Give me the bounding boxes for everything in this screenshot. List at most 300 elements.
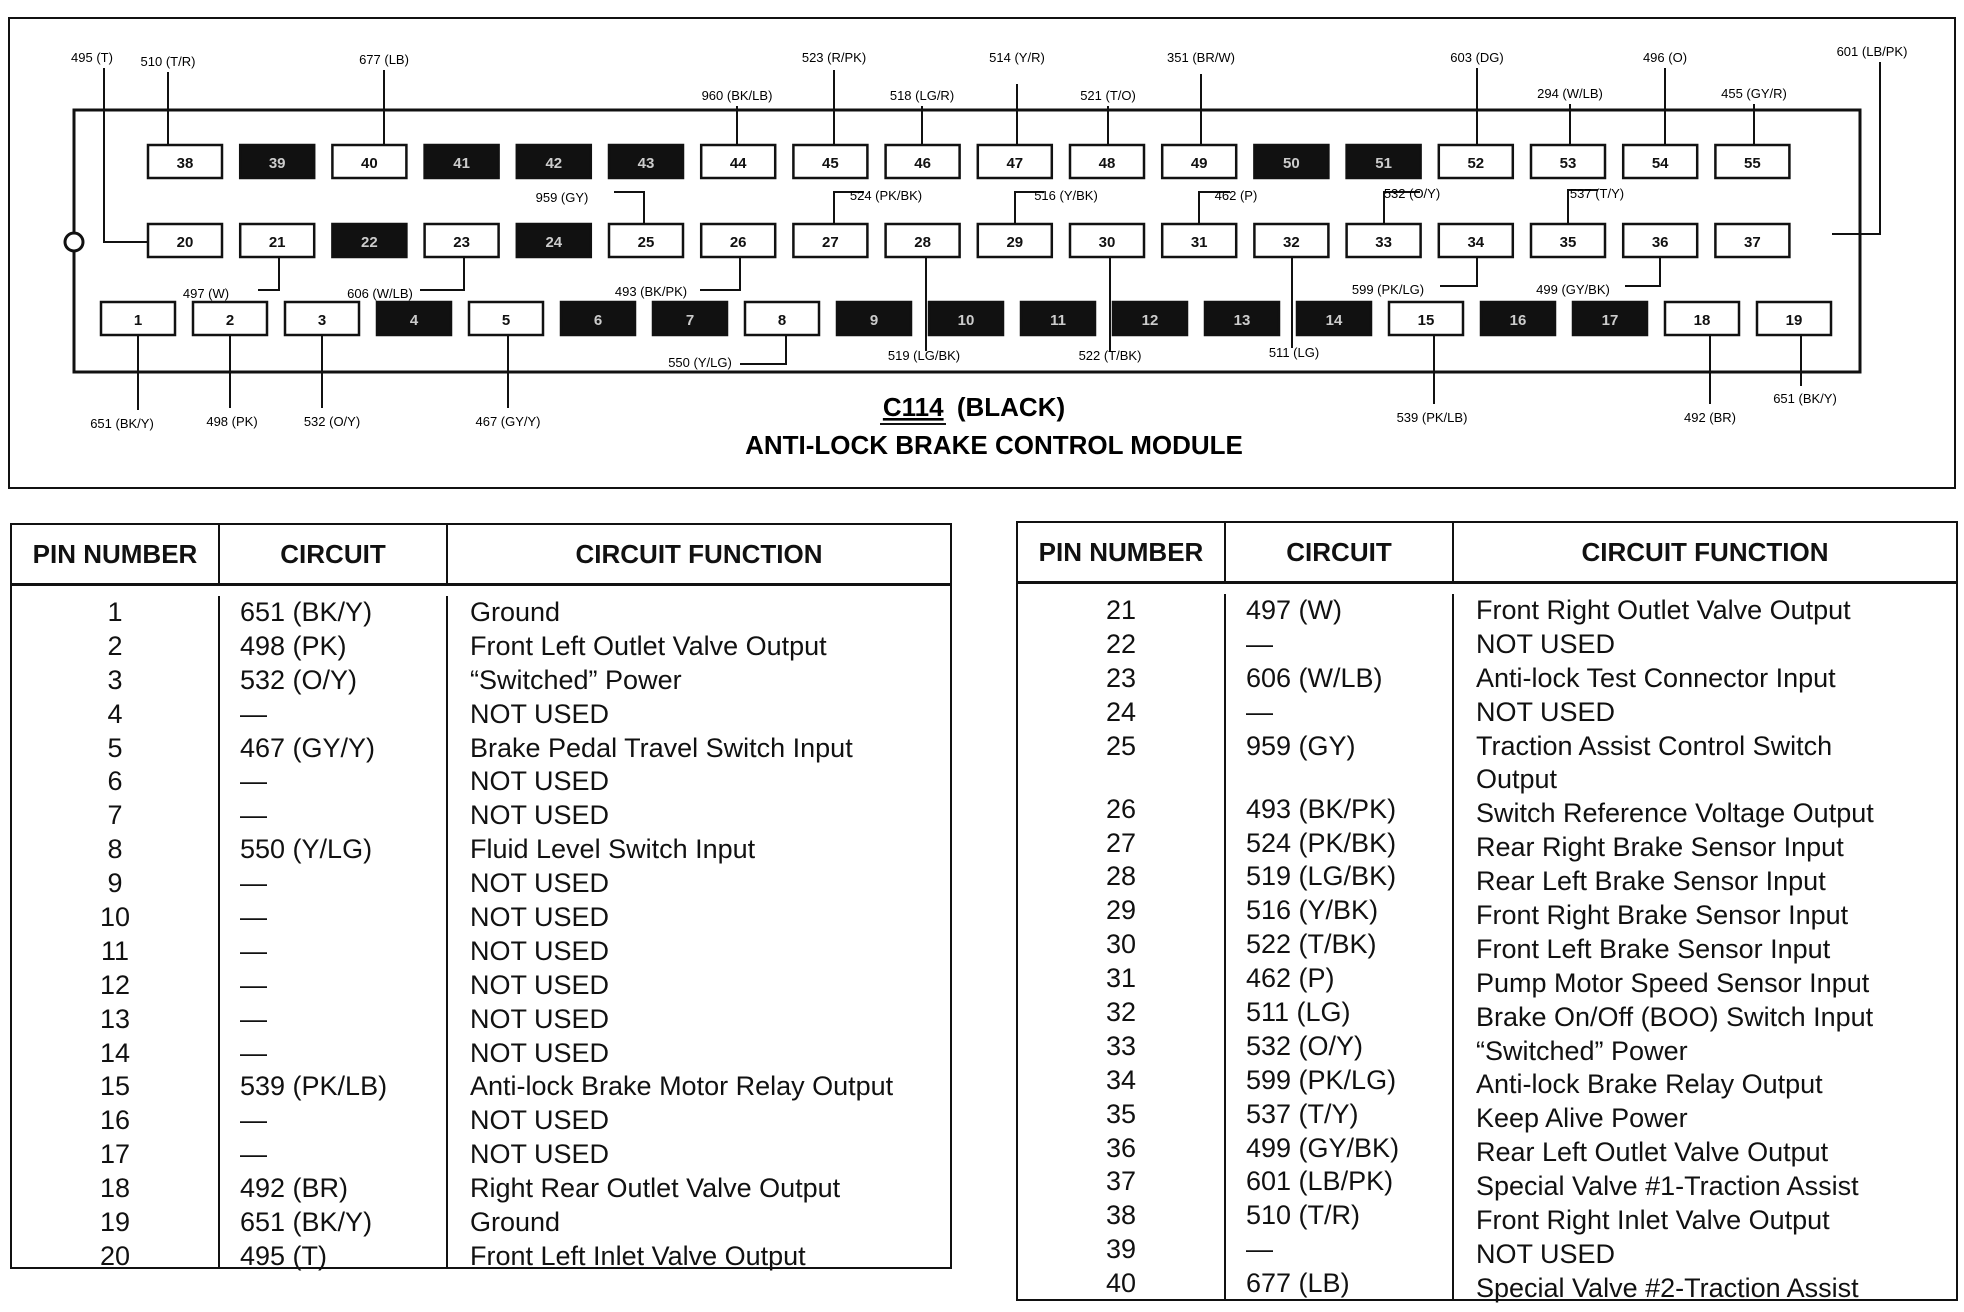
- function-cell: NOT USED: [470, 868, 610, 899]
- function-cell: Anti-lock Brake Motor Relay Output: [470, 1071, 894, 1102]
- wire-label: 519 (LG/BK): [887, 348, 961, 363]
- pin-number: 6: [593, 312, 603, 329]
- circuit-cell: —: [240, 1139, 267, 1170]
- pin-cavity: [425, 224, 499, 257]
- pin-number-cell: 39: [1105, 1234, 1137, 1265]
- pin-number: 48: [1098, 155, 1116, 172]
- pin-number: 38: [176, 155, 194, 172]
- pin-number-cell: 21: [1105, 595, 1137, 625]
- pin-number-cell: [1018, 763, 1224, 792]
- pin-cavity: [1439, 224, 1513, 257]
- pin-number: 22: [361, 234, 378, 251]
- wire-leader-line: [104, 68, 148, 242]
- pin-cavity: [193, 302, 267, 335]
- circuit-cell: —: [240, 868, 267, 899]
- function-column: [448, 596, 950, 1269]
- header-circuit: CIRCUIT: [220, 525, 448, 583]
- pin-number: 21: [268, 234, 286, 251]
- pin-cavity: [978, 224, 1052, 257]
- pin-number: 30: [1098, 234, 1116, 251]
- wire-label: 492 (BR): [1683, 410, 1737, 425]
- function-cell: Switch Reference Voltage Output: [1476, 798, 1874, 829]
- function-cell: Brake Pedal Travel Switch Input: [470, 732, 853, 763]
- pin-cavity: [1531, 145, 1605, 178]
- function-cell: “Switched” Power: [1476, 1035, 1688, 1066]
- pin-cavity: [609, 224, 683, 257]
- pin-number: 37: [1744, 234, 1761, 251]
- pin-number-cell: 8: [107, 834, 123, 865]
- pin-cavity: [1347, 145, 1421, 178]
- circuit-cell: [1226, 763, 1452, 792]
- pin-number-cell: 28: [1105, 861, 1137, 892]
- wire-label: 510 (T/R): [140, 54, 196, 69]
- wire-label: 351 (BR/W): [1167, 50, 1235, 65]
- header-circuit: CIRCUIT: [1226, 523, 1454, 581]
- pin-number-cell: 1: [107, 597, 123, 627]
- circuit-cell: 532 (O/Y): [1246, 1030, 1364, 1061]
- pin-number: 20: [176, 234, 194, 251]
- circuit-cell: 959 (GY): [1246, 730, 1356, 761]
- pin-number: 25: [637, 234, 655, 251]
- function-cell: Special Valve #2-Traction Assist: [1476, 1272, 1859, 1303]
- pin-number: 32: [1283, 234, 1300, 251]
- function-cell: Front Right Outlet Valve Output: [1476, 595, 1851, 625]
- circuit-cell: 499 (GY/BK): [1246, 1132, 1400, 1163]
- circuit-cell: —: [1246, 628, 1273, 659]
- pin-number: 41: [453, 155, 470, 172]
- circuit-cell: 510 (T/R): [1246, 1200, 1361, 1231]
- pin-number: 4: [409, 312, 419, 329]
- wire-label: 514 (Y/R): [989, 50, 1045, 65]
- pin-cavity: [1715, 145, 1789, 178]
- pin-cavity: [1297, 302, 1371, 335]
- pin-number: 33: [1375, 234, 1392, 251]
- pin-number: 34: [1467, 234, 1485, 251]
- wire-label: 651 (BK/Y): [90, 416, 154, 431]
- pin-number-cell: 37: [1105, 1166, 1137, 1197]
- function-cell: Rear Left Brake Sensor Input: [1476, 866, 1826, 897]
- circuit-cell: —: [1246, 1234, 1273, 1265]
- circuit-cell: 532 (O/Y): [240, 664, 358, 695]
- pin-number: 26: [729, 234, 747, 251]
- function-cell: Pump Motor Speed Sensor Input: [1476, 967, 1870, 998]
- circuit-cell: 467 (GY/Y): [240, 732, 376, 763]
- pin-number: 23: [453, 234, 470, 251]
- pin-cavity: [886, 145, 960, 178]
- pin-cavity: [653, 302, 727, 335]
- pin-number: 42: [545, 155, 563, 172]
- wire-label: 495 (T): [71, 50, 113, 65]
- function-cell: NOT USED: [470, 766, 610, 797]
- pin-number: 15: [1417, 312, 1435, 329]
- function-cell: Keep Alive Power: [1476, 1103, 1688, 1134]
- circuit-cell: 550 (Y/LG): [240, 834, 373, 865]
- pin-number: 49: [1190, 155, 1208, 172]
- pin-cavity: [1021, 302, 1095, 335]
- wire-label: 606 (W/LB): [347, 286, 413, 301]
- circuit-cell: —: [240, 1003, 267, 1034]
- function-cell: NOT USED: [470, 698, 610, 729]
- pin-number-cell: 40: [1105, 1268, 1137, 1299]
- function-cell: NOT USED: [470, 1037, 610, 1068]
- pin-number: 9: [869, 312, 879, 329]
- pin-cavity: [148, 224, 222, 257]
- wire-label: 496 (O): [1642, 50, 1688, 65]
- wire-leader-line: [700, 257, 740, 290]
- pin-cavity: [377, 302, 451, 335]
- wire-leader-line: [1625, 257, 1660, 286]
- pin-number: 53: [1559, 155, 1577, 172]
- pin-number: 45: [822, 155, 839, 172]
- pin-number-cell: 22: [1105, 628, 1137, 659]
- circuit-cell: 497 (W): [1246, 595, 1343, 625]
- pin-number-cell: 25: [1105, 730, 1137, 761]
- pin-cavity: [1254, 224, 1328, 257]
- function-cell: NOT USED: [470, 1139, 610, 1170]
- pin-number: 16: [1509, 312, 1527, 329]
- pin-table-right: [1016, 521, 1958, 1301]
- connector-key-icon: [65, 233, 83, 251]
- pin-number-cell: 10: [99, 902, 131, 933]
- pin-number: 44: [729, 155, 747, 172]
- circuit-cell: 606 (W/LB): [1246, 662, 1383, 693]
- pin-number-cell: 6: [107, 766, 123, 797]
- function-cell: Front Right Inlet Valve Output: [1476, 1205, 1830, 1236]
- pin-number: 1: [133, 312, 143, 329]
- function-column: [1454, 594, 1956, 1301]
- pin-number-cell: 32: [1105, 996, 1137, 1027]
- pin-number-cell: 27: [1105, 827, 1137, 858]
- pin-number: 36: [1651, 234, 1669, 251]
- wire-label: 960 (BK/LB): [701, 88, 773, 103]
- pin-cavity: [609, 145, 683, 178]
- wire-label: 539 (PK/LB): [1396, 410, 1468, 425]
- pin-number: 52: [1467, 155, 1485, 172]
- pin-cavity: [1757, 302, 1831, 335]
- circuit-cell: —: [240, 698, 267, 729]
- circuit-cell: —: [240, 1037, 267, 1068]
- pin-cavity: [1113, 302, 1187, 335]
- pin-cavity: [886, 224, 960, 257]
- pin-cavity: [1070, 224, 1144, 257]
- circuit-cell: —: [240, 935, 267, 966]
- pin-number: 7: [685, 312, 695, 329]
- function-cell: NOT USED: [470, 1003, 610, 1034]
- function-cell: Anti-lock Test Connector Input: [1476, 662, 1836, 693]
- pin-number-cell: 26: [1105, 793, 1137, 824]
- circuit-cell: 599 (PK/LG): [1246, 1064, 1397, 1095]
- wire-label: 550 (Y/LG): [668, 355, 732, 370]
- pin-number: 3: [317, 312, 327, 329]
- pin-number-cell: 38: [1105, 1200, 1137, 1231]
- function-cell: Traction Assist Control Switch: [1476, 730, 1833, 761]
- pin-number-cell: 9: [107, 868, 123, 899]
- pin-cavity: [793, 224, 867, 257]
- pin-cavity: [1623, 145, 1697, 178]
- pin-number: 11: [1050, 312, 1066, 329]
- header-pin-number: PIN NUMBER: [12, 525, 220, 583]
- pin-number-cell: 12: [99, 969, 131, 1000]
- pin-cavity: [332, 145, 406, 178]
- circuit-cell: —: [240, 902, 267, 933]
- wire-label: 524 (PK/BK): [849, 188, 923, 203]
- wire-leader-line: [740, 335, 786, 364]
- function-cell: Special Valve #1-Traction Assist: [1476, 1171, 1859, 1202]
- pin-cavity: [240, 145, 314, 178]
- pin-cavity: [561, 302, 635, 335]
- pin-number: 14: [1325, 312, 1343, 329]
- circuit-cell: 516 (Y/BK): [1246, 895, 1379, 926]
- circuit-cell: —: [1246, 696, 1273, 727]
- pin-cavity: [978, 145, 1052, 178]
- function-cell: NOT USED: [470, 969, 610, 1000]
- circuit-cell: 537 (T/Y): [1246, 1098, 1359, 1129]
- pin-number: 29: [1006, 234, 1024, 251]
- pin-cavity: [425, 145, 499, 178]
- circuit-cell: —: [240, 1105, 267, 1136]
- pin-cavity: [1439, 145, 1513, 178]
- pin-cavity: [285, 302, 359, 335]
- pin-number-cell: 11: [100, 935, 130, 966]
- function-cell: NOT USED: [470, 935, 610, 966]
- wire-label: 521 (T/O): [1080, 88, 1136, 103]
- wire-label: 294 (W/LB): [1537, 86, 1603, 101]
- pin-cavity: [469, 302, 543, 335]
- function-cell: NOT USED: [1476, 1238, 1616, 1269]
- function-cell: Rear Left Outlet Valve Output: [1476, 1137, 1829, 1168]
- function-cell: Rear Right Brake Sensor Input: [1476, 832, 1844, 863]
- pin-number-cell: 29: [1105, 895, 1137, 926]
- pin-cavity: [1254, 145, 1328, 178]
- pin-number-cell: 7: [107, 800, 123, 831]
- pin-cavity: [1573, 302, 1647, 335]
- circuit-cell: 462 (P): [1246, 963, 1335, 994]
- pin-number-cell: 34: [1105, 1064, 1137, 1095]
- function-cell: Ground: [470, 597, 561, 627]
- wire-label: 467 (GY/Y): [475, 414, 541, 429]
- circuit-cell: 498 (PK): [240, 630, 347, 661]
- wire-label: 498 (PK): [206, 414, 258, 429]
- pin-cavity: [148, 145, 222, 178]
- pin-number-cell: 15: [99, 1071, 131, 1102]
- wire-label: 651 (BK/Y): [1773, 391, 1837, 406]
- circuit-cell: 511 (LG): [1246, 996, 1351, 1027]
- wire-label: 516 (Y/BK): [1034, 188, 1098, 203]
- pin-number: 43: [637, 155, 655, 172]
- function-cell: Front Left Inlet Valve Output: [470, 1240, 806, 1271]
- pin-number: 18: [1693, 312, 1711, 329]
- wire-label: 532 (O/Y): [1383, 186, 1441, 201]
- pin-cavity: [1481, 302, 1555, 335]
- pin-cavity: [745, 302, 819, 335]
- pin-number-cell: 16: [99, 1105, 131, 1136]
- circuit-cell: 522 (T/BK): [1246, 929, 1377, 960]
- wire-leader-line: [258, 257, 279, 290]
- pin-number-cell: 13: [99, 1003, 131, 1034]
- table-header: [12, 525, 950, 586]
- pin-number: 28: [914, 234, 931, 251]
- function-cell: NOT USED: [470, 1105, 610, 1136]
- pin-number: 13: [1233, 312, 1251, 329]
- wire-label: 462 (P): [1214, 188, 1258, 203]
- function-cell: Ground: [470, 1207, 561, 1238]
- function-cell: Output: [1476, 764, 1558, 795]
- pin-number-cell: 23: [1105, 662, 1137, 693]
- pin-cavity: [1389, 302, 1463, 335]
- pin-grid: [101, 145, 1831, 335]
- circuit-cell: —: [240, 969, 267, 1000]
- function-cell: NOT USED: [1476, 628, 1616, 659]
- wire-leader-line: [420, 257, 464, 290]
- circuit-cell: 492 (BR): [240, 1173, 349, 1204]
- pin-number: 50: [1283, 155, 1300, 172]
- pin-table-left: [10, 523, 952, 1269]
- pin-number: 35: [1559, 234, 1577, 251]
- connector-color-label: (BLACK): [956, 392, 1066, 422]
- circuit-cell: —: [240, 800, 267, 831]
- function-cell: Front Left Brake Sensor Input: [1476, 933, 1831, 964]
- wire-label: 677 (LB): [359, 52, 409, 67]
- circuit-cell: 495 (T): [240, 1240, 328, 1271]
- pin-cavity: [1531, 224, 1605, 257]
- pin-cavity: [1162, 145, 1236, 178]
- circuit-cell: 601 (LB/PK): [1246, 1166, 1394, 1197]
- circuit-column: [1226, 594, 1454, 1301]
- pin-cavity: [1623, 224, 1697, 257]
- wire-leader-line: [1440, 257, 1477, 286]
- circuit-cell: 539 (PK/LB): [240, 1071, 388, 1102]
- header-circuit-function: CIRCUIT FUNCTION: [575, 538, 823, 569]
- pin-number: 55: [1744, 155, 1761, 172]
- wire-label: 601 (LB/PK): [1836, 44, 1908, 59]
- pin-number-cell: 19: [99, 1207, 131, 1238]
- pin-cavity: [793, 145, 867, 178]
- connector-name: ANTI-LOCK BRAKE CONTROL MODULE: [745, 430, 1243, 460]
- pin-number: 5: [501, 312, 511, 329]
- circuit-cell: 651 (BK/Y): [240, 597, 373, 627]
- pin-number: 51: [1375, 155, 1392, 172]
- pin-number-cell: 17: [99, 1139, 131, 1170]
- function-cell: Front Right Brake Sensor Input: [1476, 900, 1849, 931]
- function-cell: NOT USED: [1476, 696, 1616, 727]
- pin-number: 47: [1006, 155, 1024, 172]
- pin-cavity: [837, 302, 911, 335]
- function-cell: NOT USED: [470, 800, 610, 831]
- pin-number-cell: 30: [1105, 929, 1137, 960]
- pin-cavity: [701, 224, 775, 257]
- pin-number-cell: 33: [1105, 1030, 1137, 1061]
- pin-number: 2: [225, 312, 235, 329]
- wire-label: 497 (W): [182, 286, 230, 301]
- pin-cavity: [1665, 302, 1739, 335]
- pin-number-cell: 18: [99, 1173, 131, 1204]
- pin-number-cell: 2: [107, 630, 123, 661]
- pin-cavity: [701, 145, 775, 178]
- circuit-cell: 519 (LG/BK): [1246, 861, 1397, 892]
- pin-cavity: [1347, 224, 1421, 257]
- circuit-cell: —: [240, 766, 267, 797]
- pin-cavity: [332, 224, 406, 257]
- pin-number: 27: [822, 234, 839, 251]
- wire-label: 499 (GY/BK): [1536, 282, 1610, 297]
- function-cell: Anti-lock Brake Relay Output: [1476, 1069, 1823, 1100]
- pin-cavity: [517, 145, 591, 178]
- pin-number: 19: [1785, 312, 1803, 329]
- function-cell: NOT USED: [470, 902, 610, 933]
- wire-label: 518 (LG/R): [889, 88, 955, 103]
- pin-column: [1018, 594, 1226, 1301]
- pin-cavity: [1162, 224, 1236, 257]
- circuit-cell: 493 (BK/PK): [1246, 793, 1397, 824]
- pin-number: 39: [268, 155, 286, 172]
- function-cell: Right Rear Outlet Valve Output: [470, 1173, 841, 1204]
- pin-cavity: [929, 302, 1003, 335]
- pin-cavity: [1205, 302, 1279, 335]
- wire-leader-line: [614, 192, 644, 224]
- wire-label: 599 (PK/LG): [1351, 282, 1425, 297]
- table-header: [1018, 523, 1956, 584]
- pin-number: 10: [957, 312, 975, 329]
- pin-number: 8: [777, 312, 787, 329]
- function-cell: Brake On/Off (BOO) Switch Input: [1476, 1001, 1874, 1032]
- pin-number-cell: 36: [1105, 1132, 1137, 1163]
- pin-number-cell: 31: [1105, 963, 1137, 994]
- pin-cavity: [240, 224, 314, 257]
- wire-label: 959 (GY): [535, 190, 589, 205]
- pin-cavity: [1715, 224, 1789, 257]
- pin-number-cell: 5: [107, 732, 123, 763]
- pin-number: 31: [1190, 234, 1208, 251]
- pin-number: 40: [361, 155, 378, 172]
- connector-id: C114: [882, 392, 944, 422]
- function-cell: Front Left Outlet Valve Output: [470, 630, 827, 661]
- pin-number: 17: [1601, 312, 1619, 329]
- pin-number: 12: [1141, 312, 1159, 329]
- wire-label: 522 (T/BK): [1078, 348, 1142, 363]
- connector-diagram: [0, 0, 1964, 500]
- pin-number-cell: 3: [107, 664, 123, 695]
- pin-column: [12, 596, 220, 1269]
- circuit-column: [220, 596, 448, 1269]
- wire-leader-line: [1832, 62, 1880, 234]
- header-pin-number: PIN NUMBER: [1018, 523, 1226, 581]
- connector-title: [883, 392, 1065, 422]
- wire-label: 537 (T/Y): [1569, 186, 1625, 201]
- function-cell: “Switched” Power: [470, 664, 682, 695]
- pin-number-cell: 4: [107, 698, 123, 729]
- pin-number-cell: 14: [99, 1037, 131, 1068]
- header-circuit-function: CIRCUIT FUNCTION: [1581, 536, 1829, 567]
- circuit-cell: 524 (PK/BK): [1246, 827, 1397, 858]
- wire-label: 523 (R/PK): [801, 50, 867, 65]
- wire-label: 603 (DG): [1450, 50, 1504, 65]
- wire-label: 511 (LG): [1268, 345, 1320, 360]
- pin-cavity: [101, 302, 175, 335]
- function-cell: Fluid Level Switch Input: [470, 834, 756, 865]
- pin-cavity: [1070, 145, 1144, 178]
- pin-number-cell: 35: [1105, 1098, 1137, 1129]
- pin-number-cell: 20: [99, 1240, 131, 1271]
- wire-label: 493 (BK/PK): [614, 284, 688, 299]
- pin-cavity: [517, 224, 591, 257]
- wire-label: 455 (GY/R): [1721, 86, 1787, 101]
- pin-number: 24: [545, 234, 563, 251]
- pin-number: 46: [914, 155, 931, 172]
- circuit-cell: 677 (LB): [1246, 1268, 1350, 1299]
- wire-label: 532 (O/Y): [303, 414, 361, 429]
- circuit-cell: 651 (BK/Y): [240, 1207, 373, 1238]
- pin-number-cell: 24: [1105, 696, 1137, 727]
